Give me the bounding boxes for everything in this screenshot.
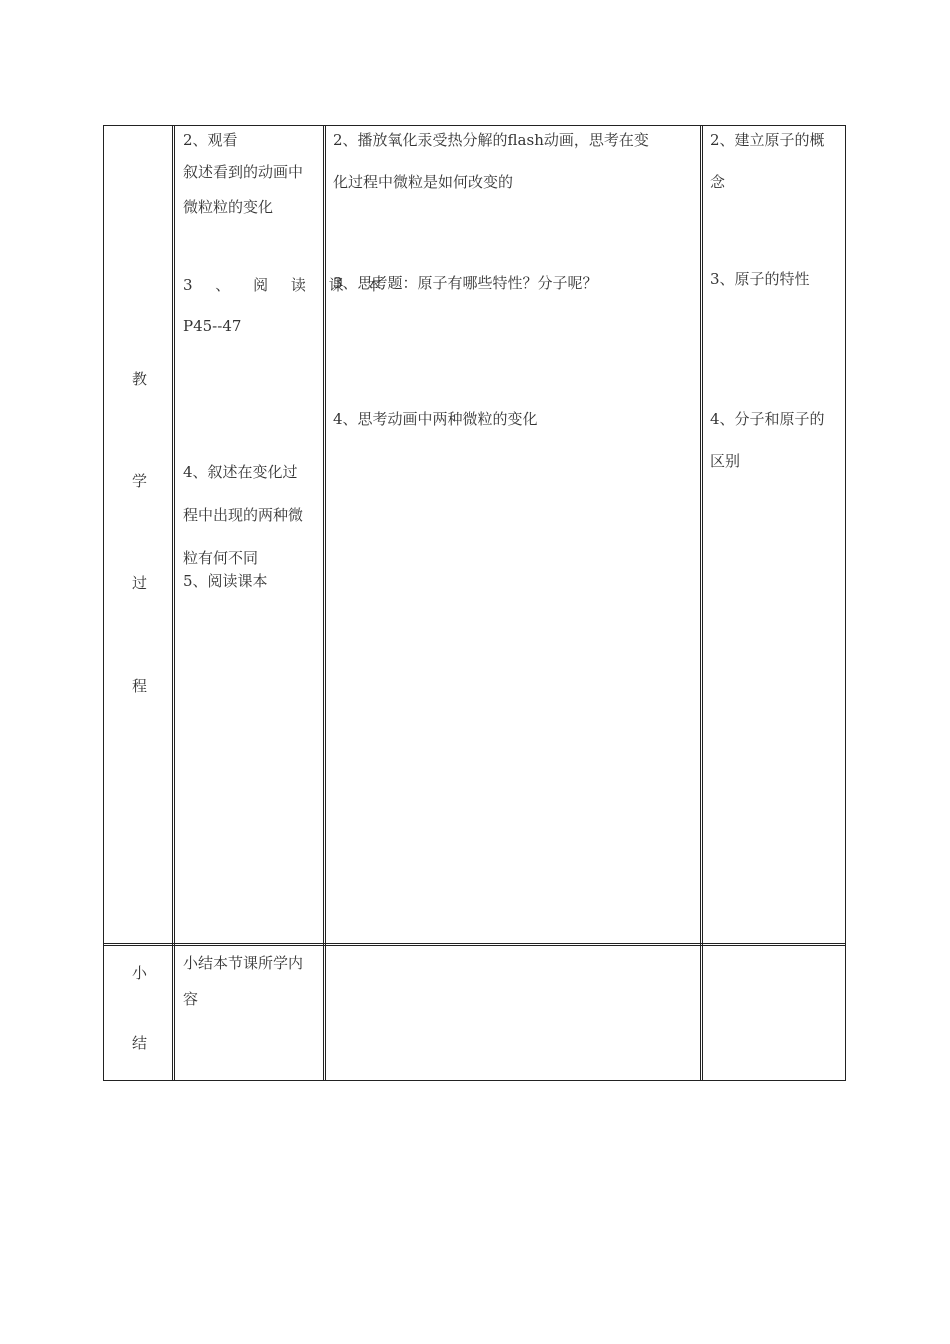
summary-text: 小结本节课所学内: [183, 954, 304, 972]
lesson-plan-table: [103, 125, 846, 1081]
goal-item-4: [710, 408, 825, 472]
activity-text: P45--47: [183, 317, 242, 335]
teaching-item-2: [333, 129, 649, 193]
activity-text: 程中出现的两种微: [183, 506, 304, 524]
process-label-char: 学: [132, 472, 148, 490]
teaching-item-3: [333, 272, 598, 294]
goal-text: 3、原子的特性: [710, 270, 810, 288]
process-label-char: 程: [132, 677, 148, 695]
column-divider: [323, 126, 326, 1080]
row-divider: [104, 943, 845, 946]
activity-item-2: [183, 129, 303, 227]
summary-activity: [183, 952, 303, 1010]
teaching-text: 3、思考题：原子有哪些特性？分子呢？: [333, 274, 598, 292]
summary-label-char: 结: [132, 1034, 148, 1052]
column-divider: [172, 126, 175, 1080]
teaching-item-4: [333, 408, 538, 430]
activity-text: 叙述看到的动画中: [183, 163, 304, 181]
activity-text: 5、阅读课本: [183, 572, 268, 590]
goal-text: 4、分子和原子的: [710, 410, 825, 428]
goal-text: 2、建立原子的概: [710, 131, 825, 149]
activity-text: 2、观看: [183, 131, 238, 149]
activity-text: 微粒粒的变化: [183, 198, 274, 216]
goal-text: 念: [710, 173, 726, 191]
activity-text: 3 、 阅 读 课 本: [183, 276, 391, 294]
activity-item-5: [183, 570, 268, 592]
activity-text: 4、叙述在变化过: [183, 463, 298, 481]
teaching-text: 化过程中微粒是如何改变的: [333, 173, 514, 191]
activity-text: 粒有何不同: [183, 549, 259, 567]
column-divider: [700, 126, 703, 1080]
goal-text: 区别: [710, 452, 741, 470]
goal-item-2: [710, 129, 825, 193]
process-label-char: 教: [132, 370, 148, 388]
goal-item-3: [710, 268, 810, 290]
activity-item-4: [183, 451, 303, 580]
teaching-text: 4、思考动画中两种微粒的变化: [333, 410, 538, 428]
summary-text: 容: [183, 990, 199, 1008]
teaching-text: 2、播放氧化汞受热分解的flash动画，思考在变: [333, 131, 649, 149]
summary-label-char: 小: [132, 964, 148, 982]
process-label-char: 过: [132, 574, 148, 592]
